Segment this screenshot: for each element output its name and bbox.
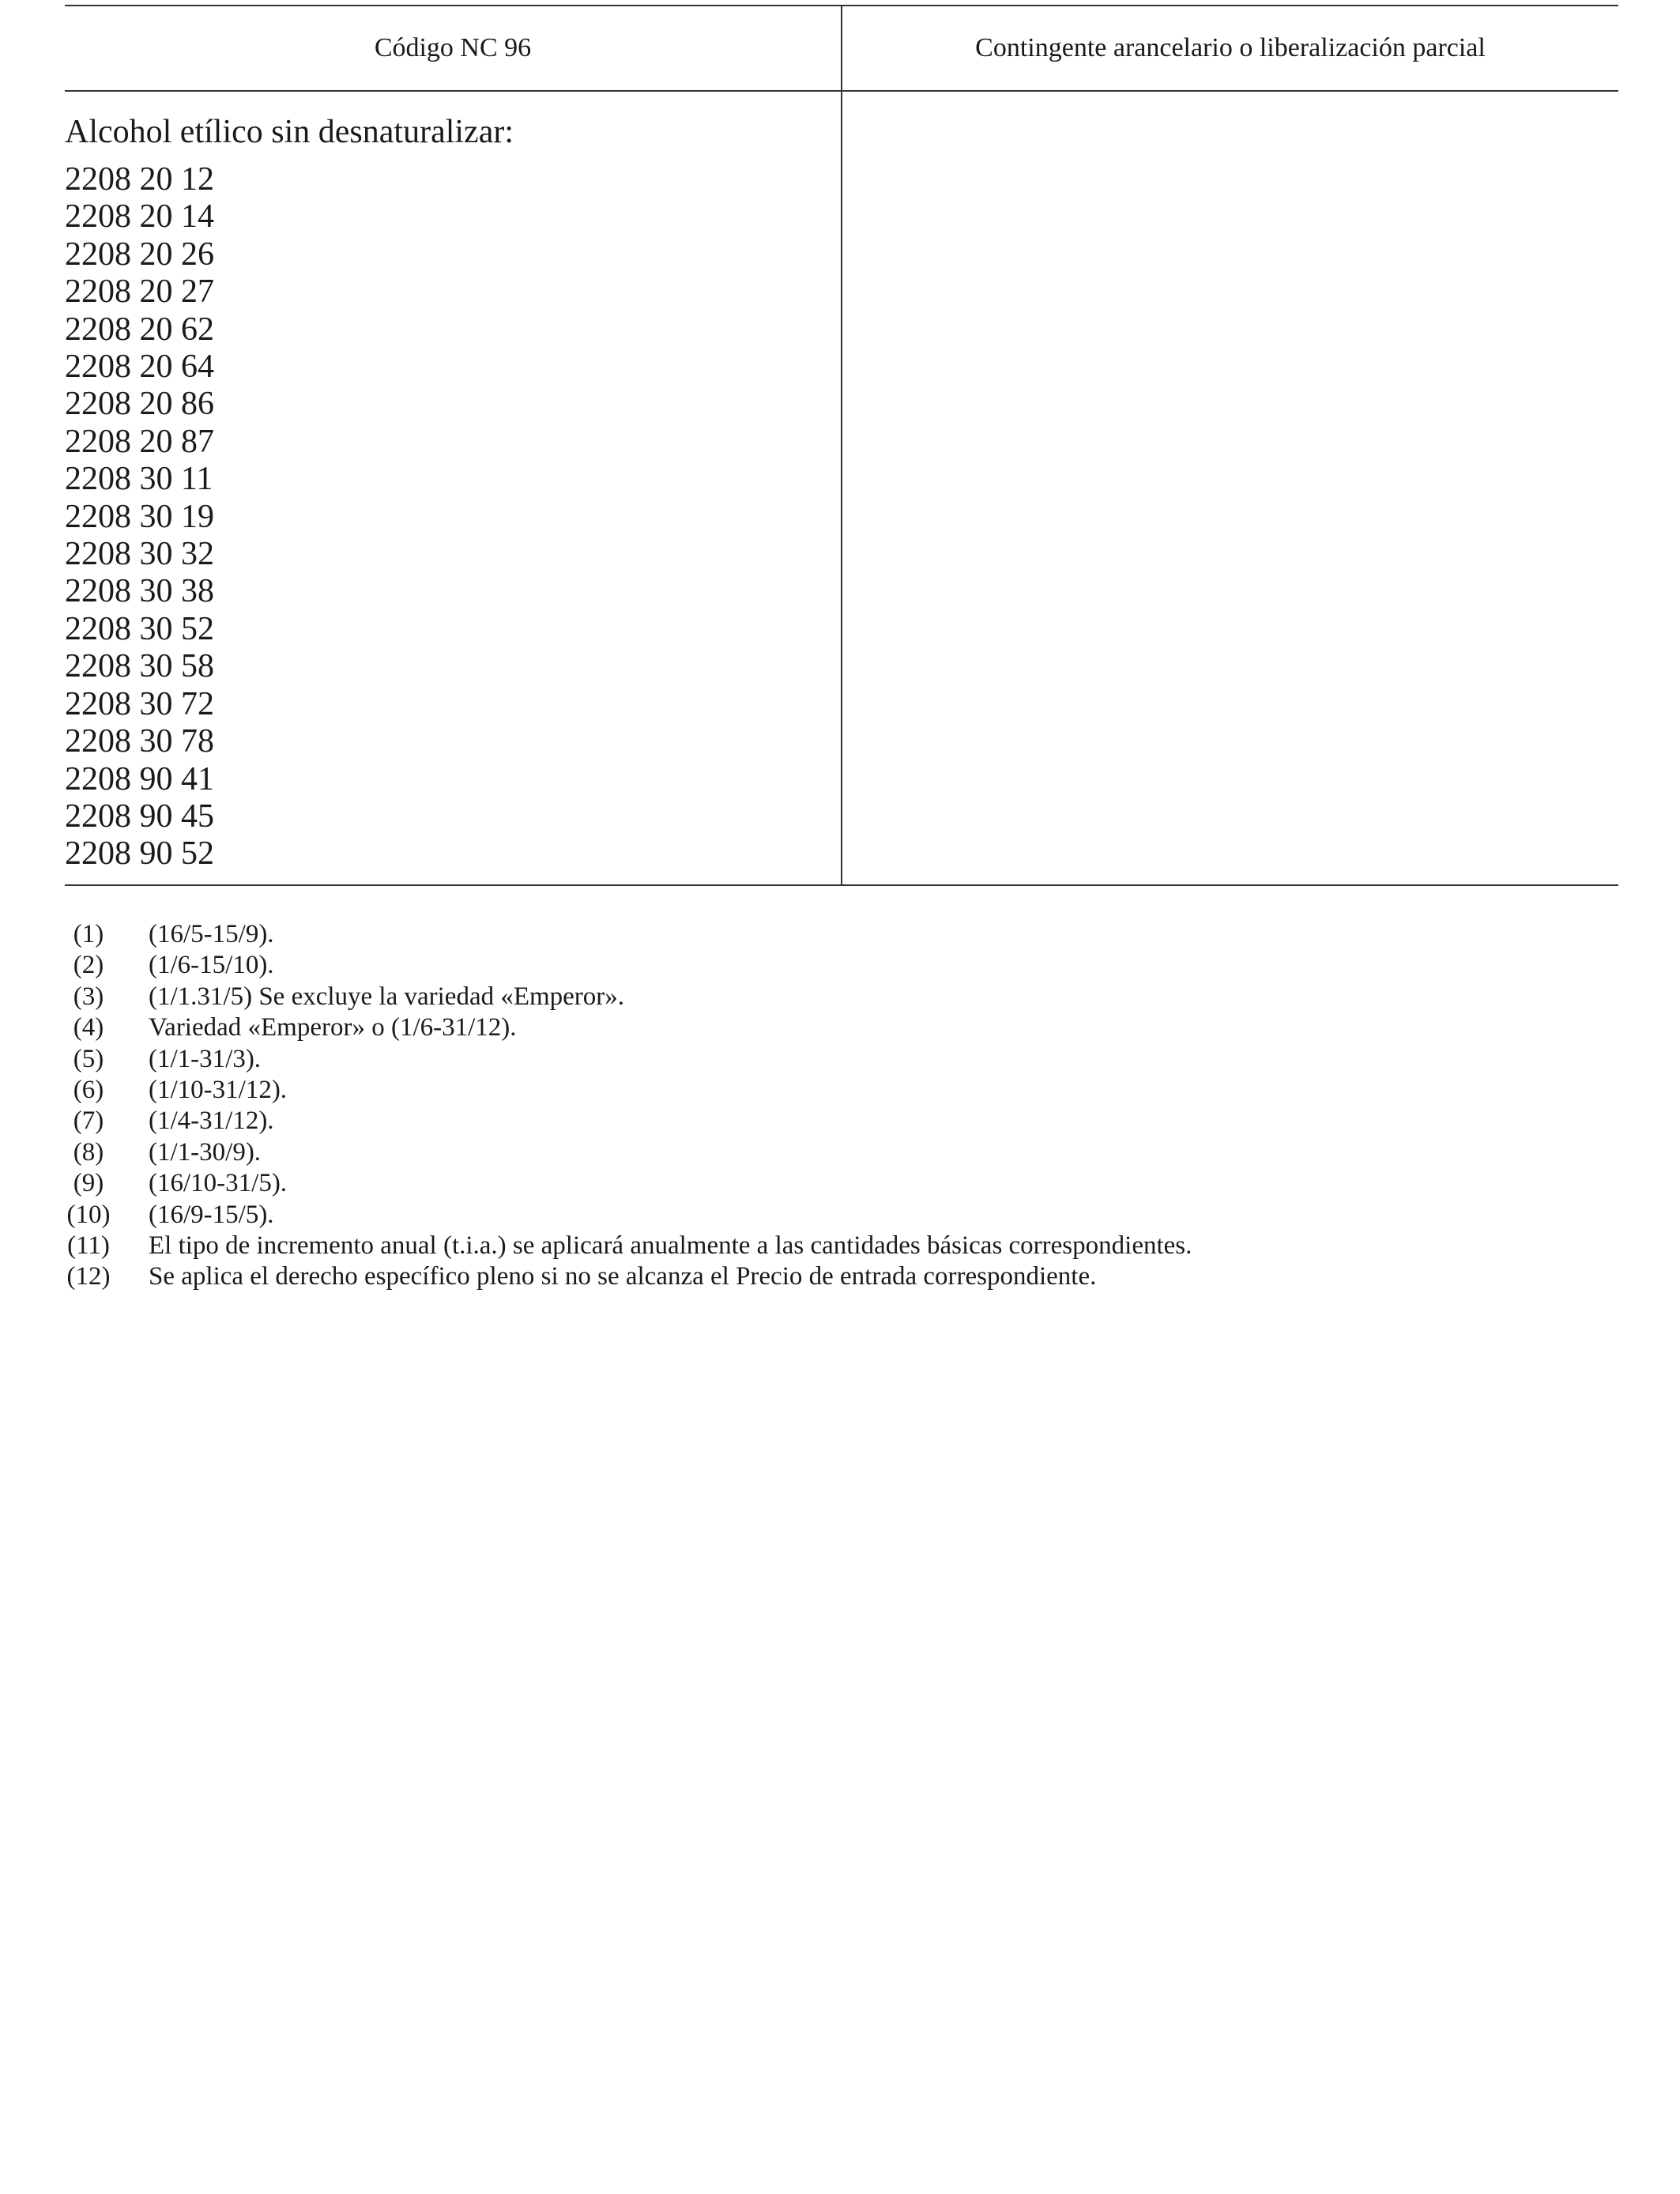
nc-code: 2208 90 41 [65,760,214,797]
footnote [65,1137,1618,1168]
nc-code: 2208 30 58 [65,648,214,685]
footnote-text: (16/10-31/5). [149,1169,288,1198]
nc-code: 2208 90 52 [65,835,214,873]
footnote [65,982,1618,1012]
footnote-text: (1/6-15/10). [149,951,274,980]
footnote-text: (1/4-31/12). [149,1106,274,1136]
footnote-text: El tipo de incremento anual (t.i.a.) se aplicará anualmente a las cantidades básicas correspondientes. [149,1231,1192,1261]
footnote [65,919,1618,950]
footnote [65,1044,1618,1075]
table-header-row [65,6,1618,91]
tariff-table [65,5,1618,886]
nc-code: 2208 20 86 [65,386,214,423]
nc-code: 2208 30 38 [65,573,214,610]
nc-code: 2208 20 27 [65,273,214,311]
footnote [65,1231,1618,1261]
footnote-text: (16/9-15/5). [149,1200,274,1229]
footnote [65,950,1618,981]
table-row [65,91,1618,885]
footnote-text: (16/5-15/9). [149,920,274,948]
footnote [65,1075,1618,1106]
tariff-table-container [65,5,1618,886]
footnote-number: (10) [66,1200,111,1229]
footnote-number: (12) [66,1262,111,1291]
footnote-number: (2) [73,951,104,980]
footnote-text: Se aplica el derecho específico pleno si no se alcanza el Precio de entrada correspondiente. [149,1262,1097,1291]
nc-code: 2208 20 12 [65,161,214,198]
footnote-number: (8) [73,1137,104,1167]
footnote [65,1168,1618,1199]
footnote-text: (1/1-31/3). [149,1044,262,1073]
nc-code: 2208 20 64 [65,349,214,386]
tariff-quota-cell [842,91,1618,885]
footnotes [65,919,1618,1293]
nc-code: 2208 30 78 [65,723,214,760]
footnote [65,1261,1618,1292]
footnote-number: (9) [73,1169,104,1198]
nc-code: 2208 20 62 [65,311,214,348]
footnote-text: (1/10-31/12). [149,1076,288,1105]
footnote-text: (1/1.31/5) Se excluye la variedad «Emperor». [149,982,625,1011]
nc-code: 2208 20 87 [65,423,214,460]
nc-code: 2208 90 45 [65,797,214,835]
nc-code-list [65,161,841,873]
footnote-text: (1/1-30/9). [149,1137,262,1167]
header-nc-code: Código NC 96 [65,6,842,91]
header-tariff-quota: Contingente arancelario o liberalización parcial [975,33,1486,62]
footnote-number: (4) [73,1013,104,1042]
footnote [65,1012,1618,1043]
nc-code: 2208 30 32 [65,536,214,573]
nc-code: 2208 30 52 [65,610,214,647]
nc-code: 2208 30 72 [65,685,214,722]
footnote-number: (1) [73,920,104,948]
footnote-number: (7) [73,1106,104,1136]
nc-code: 2208 20 14 [65,198,214,236]
nc-code-cell [65,91,842,885]
footnote [65,1106,1618,1137]
footnote-number: (11) [67,1231,110,1261]
nc-code: 2208 30 11 [65,461,213,498]
footnote [65,1200,1618,1231]
group-title: Alcohol etílico sin desnaturalizar: [65,114,514,150]
nc-code: 2208 30 19 [65,498,214,535]
footnote-number: (3) [73,982,104,1011]
footnote-text: Variedad «Emperor» o (1/6-31/12). [149,1013,517,1042]
footnote-number: (5) [73,1044,104,1073]
nc-code: 2208 20 26 [65,236,214,273]
footnote-number: (6) [73,1076,104,1105]
